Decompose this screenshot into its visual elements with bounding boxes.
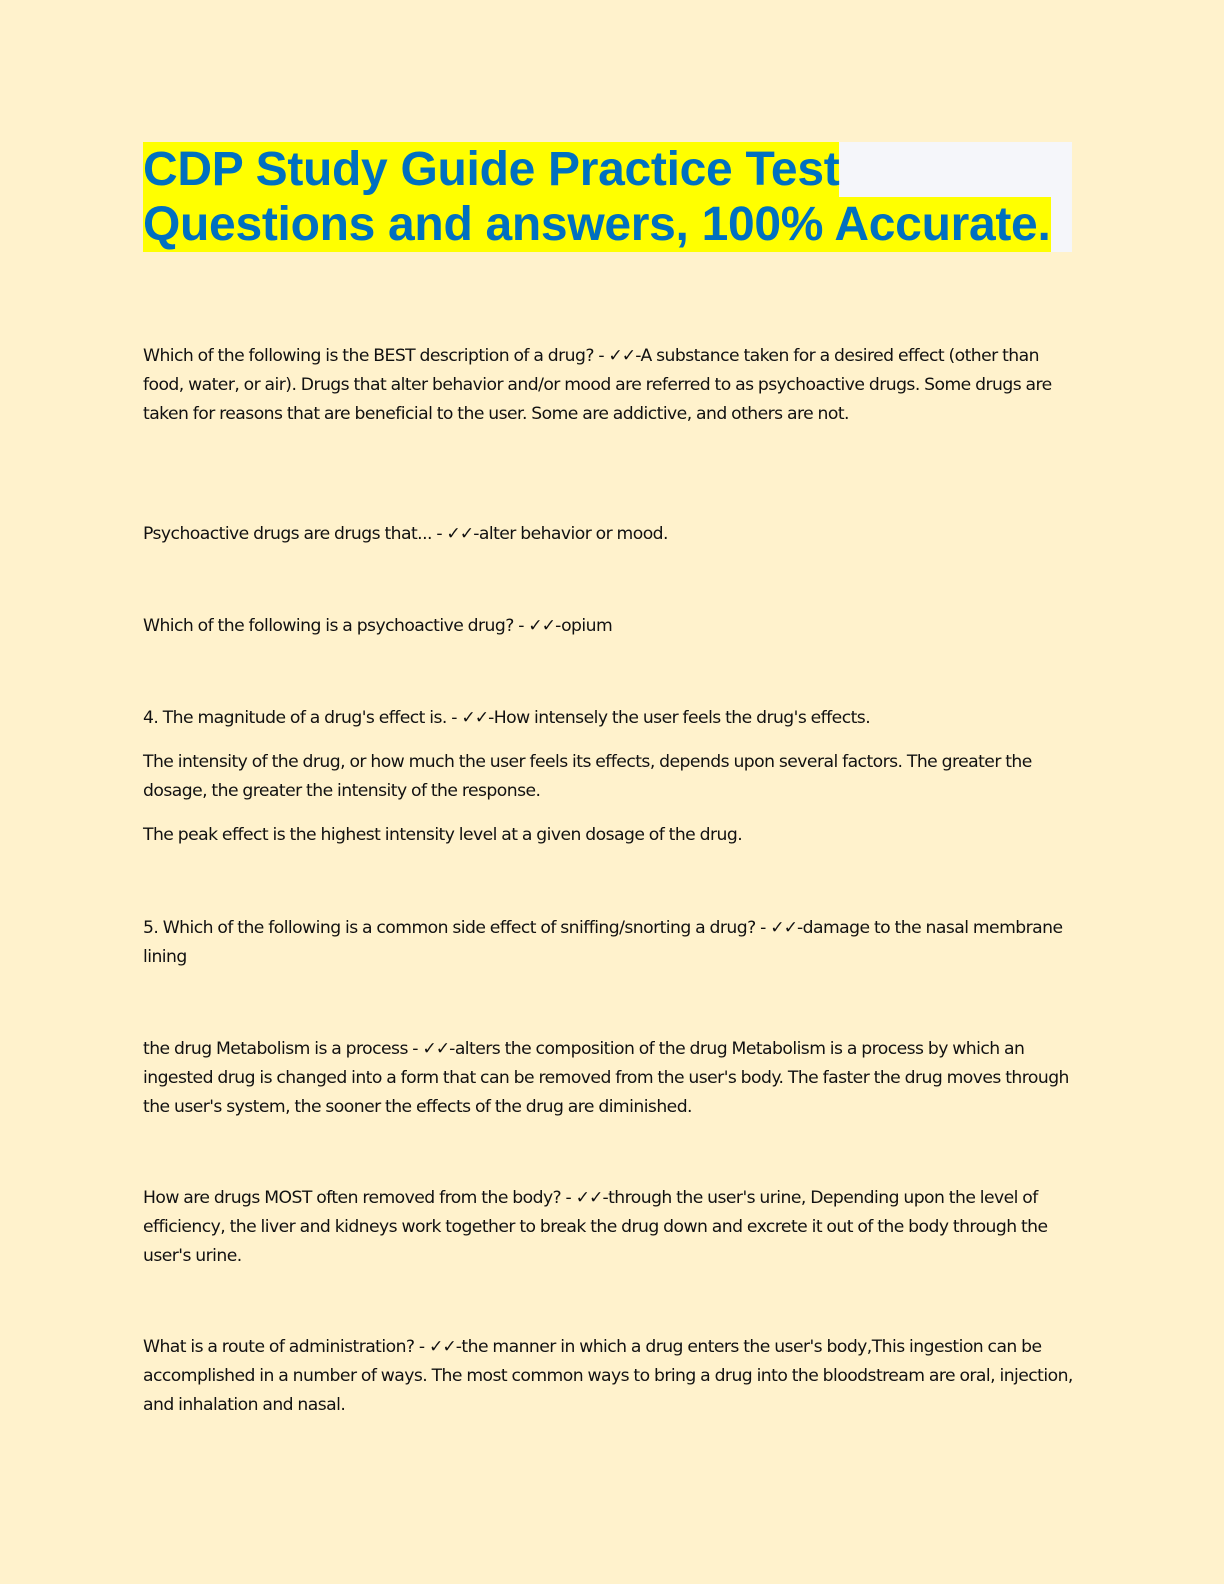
qa-text (143, 914, 1078, 972)
double-check-icon: ✓✓ (461, 708, 489, 728)
separator: - (431, 524, 447, 544)
separator: - (407, 1039, 423, 1059)
answer-text: -A substance taken for a desired effect (other than food, water, or air). Drugs that alter behavior and/or mood are referred to as psychoactive drugs. Some drugs are taken for reasons that are beneficial to the user. Some are addictive, and others are not. (143, 346, 1052, 424)
double-check-icon: ✓✓ (528, 616, 556, 636)
separator: - (414, 1337, 429, 1357)
answer-detail-paragraph: The intensity of the drug, or how much the user feels its effects, depends upon several factors. The greater the dosage, the greater the intensity of the response. (143, 752, 1032, 801)
answer-text: -the manner in which a drug enters the user's body,This ingestion can be accomplished in a number of ways. The most common ways to bring a drug into the bloodstream are oral, injection, and inhalation and nasal. (143, 1337, 1073, 1415)
qa-item-8 (143, 1333, 1078, 1420)
qa-item-4 (143, 704, 1078, 850)
question-text: 4. The magnitude of a drug's effect is. (143, 708, 447, 728)
double-check-icon: ✓✓ (608, 346, 636, 366)
question-text: Which of the following is a psychoactive drug? (143, 616, 514, 636)
title-line-1: CDP Study Guide Practice Test (143, 143, 840, 196)
answer-detail-paragraph: The peak effect is the highest intensity level at a given dosage of the drug. (143, 825, 743, 845)
question-text: How are drugs MOST often removed from the body? (143, 1188, 562, 1208)
question-text: What is a route of administration? (143, 1337, 415, 1357)
qa-text (143, 342, 1078, 429)
double-check-icon: ✓✓ (422, 1039, 450, 1059)
qa-text (143, 612, 1078, 641)
separator: - (755, 918, 771, 938)
double-check-icon: ✓✓ (428, 1337, 456, 1357)
double-check-icon: ✓✓ (770, 918, 797, 938)
qa-item-5 (143, 914, 1078, 972)
qa-text (143, 1184, 1078, 1271)
separator: - (593, 346, 609, 366)
qa-item-7 (143, 1184, 1078, 1271)
answer-text: -opium (555, 616, 613, 636)
answer-text: -damage to the nasal membrane lining (143, 918, 1063, 967)
qa-text (143, 1333, 1078, 1420)
double-check-icon: ✓✓ (446, 524, 474, 544)
question-text: the drug Metabolism is a process (143, 1039, 408, 1059)
double-check-icon: ✓✓ (575, 1188, 603, 1208)
qa-item-2 (143, 520, 1078, 549)
answer-text: -alter behavior or mood. (473, 524, 668, 544)
answer-text: -through the user's urine, Depending upon the level of efficiency, the liver and kidneys work together to break the drug down and excrete it out of the body through the user's urine. (143, 1188, 1048, 1266)
answer-text: -alters the composition of the drug Metabolism is a process by which an ingested drug is changed into a form that can be removed from the user's body. The faster the drug moves through the user's system, the sooner the effects of the drug are diminished. (143, 1039, 1069, 1117)
title-box (143, 142, 1072, 252)
question-text: 5. Which of the following is a common side effect of sniffing/snorting a drug? (143, 918, 756, 938)
qa-item-3 (143, 612, 1078, 641)
separator: - (446, 708, 462, 728)
separator: - (513, 616, 529, 636)
qa-item-6 (143, 1035, 1078, 1122)
answer-text: -How intensely the user feels the drug's effects. (488, 708, 871, 728)
title-line-2: Questions and answers, 100% Accurate. (143, 198, 1051, 251)
qa-text (143, 1035, 1078, 1122)
page-title (143, 142, 1072, 252)
question-text: Which of the following is the BEST description of a drug? (143, 346, 594, 366)
qa-text (143, 520, 1078, 549)
question-text: Psychoactive drugs are drugs that... (143, 524, 432, 544)
qa-text (143, 704, 1078, 733)
qa-item-1 (143, 342, 1078, 429)
separator: - (561, 1188, 576, 1208)
